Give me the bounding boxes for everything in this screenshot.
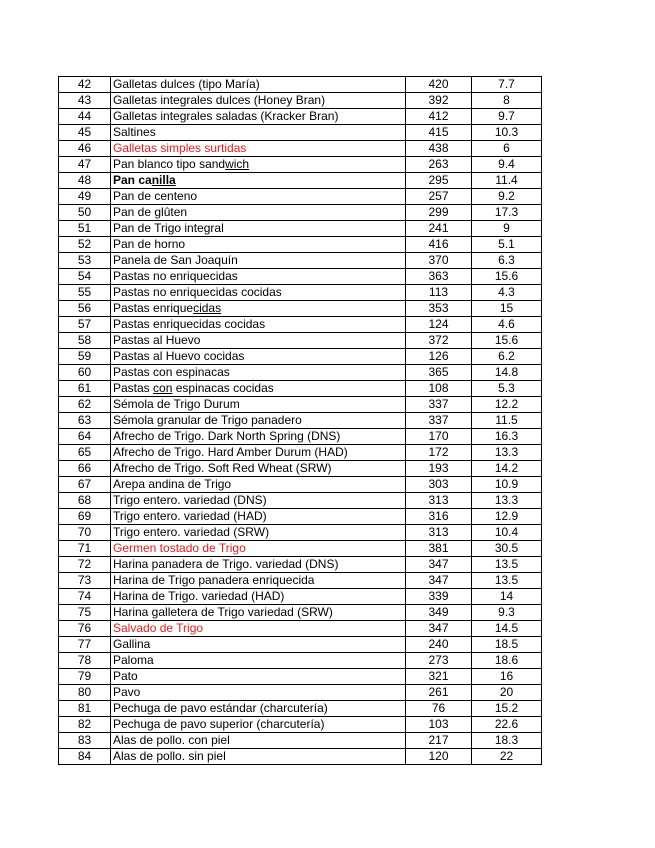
nutrient-value: 16 [472, 669, 542, 685]
row-number: 69 [59, 509, 111, 525]
row-number: 64 [59, 429, 111, 445]
row-number: 66 [59, 461, 111, 477]
table-row [59, 141, 542, 157]
nutrient-value: 5.3 [472, 381, 542, 397]
energy-value: 172 [406, 445, 472, 461]
food-name: Panela de San Joaquín [111, 253, 406, 269]
row-number: 62 [59, 397, 111, 413]
nutrient-value: 14.2 [472, 461, 542, 477]
row-number: 83 [59, 733, 111, 749]
energy-value: 295 [406, 173, 472, 189]
food-name: Saltines [111, 125, 406, 141]
row-number: 52 [59, 237, 111, 253]
food-table-body [59, 77, 542, 765]
food-name: Galletas integrales dulces (Honey Bran) [111, 93, 406, 109]
nutrient-value: 10.9 [472, 477, 542, 493]
nutrient-value: 10.3 [472, 125, 542, 141]
food-name: Pastas al Huevo cocidas [111, 349, 406, 365]
row-number: 72 [59, 557, 111, 573]
table-row [59, 653, 542, 669]
energy-value: 347 [406, 557, 472, 573]
food-name-part: wich [225, 157, 250, 171]
food-name-part: nilla [151, 173, 176, 187]
nutrient-value: 18.5 [472, 637, 542, 653]
table-row [59, 205, 542, 221]
nutrient-value: 6.3 [472, 253, 542, 269]
table-row [59, 717, 542, 733]
food-name-part: Pastas enrique [113, 301, 194, 315]
energy-value: 349 [406, 605, 472, 621]
food-name: Pato [111, 669, 406, 685]
table-row [59, 573, 542, 589]
table-row [59, 221, 542, 237]
row-number: 79 [59, 669, 111, 685]
table-row [59, 189, 542, 205]
food-name-part: cidas [193, 301, 222, 315]
row-number: 45 [59, 125, 111, 141]
food-name [111, 173, 406, 189]
nutrient-value: 7.7 [472, 77, 542, 93]
nutrient-value: 14.5 [472, 621, 542, 637]
table-row [59, 157, 542, 173]
energy-value: 76 [406, 701, 472, 717]
nutrient-value: 4.3 [472, 285, 542, 301]
food-name: Galletas integrales saladas (Kracker Bran) [111, 109, 406, 125]
nutrient-value: 9.3 [472, 605, 542, 621]
food-name: Germen tostado de Trigo [111, 541, 406, 557]
table-row [59, 461, 542, 477]
energy-value: 273 [406, 653, 472, 669]
food-name: Afrecho de Trigo. Hard Amber Durum (HAD) [111, 445, 406, 461]
row-number: 55 [59, 285, 111, 301]
food-name: Galletas dulces (tipo María) [111, 77, 406, 93]
row-number: 81 [59, 701, 111, 717]
row-number: 54 [59, 269, 111, 285]
nutrient-value: 12.9 [472, 509, 542, 525]
table-row [59, 525, 542, 541]
energy-value: 261 [406, 685, 472, 701]
nutrient-value: 15.2 [472, 701, 542, 717]
energy-value: 263 [406, 157, 472, 173]
food-name: Salvado de Trigo [111, 621, 406, 637]
energy-value: 120 [406, 749, 472, 765]
table-row [59, 637, 542, 653]
table-row [59, 301, 542, 317]
energy-value: 124 [406, 317, 472, 333]
nutrient-value: 14 [472, 589, 542, 605]
food-name: Alas de pollo. con piel [111, 733, 406, 749]
row-number: 47 [59, 157, 111, 173]
nutrient-value: 9 [472, 221, 542, 237]
nutrient-value: 22 [472, 749, 542, 765]
table-row [59, 93, 542, 109]
row-number: 65 [59, 445, 111, 461]
row-number: 70 [59, 525, 111, 541]
nutrient-value: 18.3 [472, 733, 542, 749]
food-name: Harina de Trigo panadera enriquecida [111, 573, 406, 589]
nutrient-value: 5.1 [472, 237, 542, 253]
row-number: 75 [59, 605, 111, 621]
food-name: Pavo [111, 685, 406, 701]
food-name: Alas de pollo. sin piel [111, 749, 406, 765]
table-row [59, 77, 542, 93]
food-name: Arepa andina de Trigo [111, 477, 406, 493]
energy-value: 337 [406, 397, 472, 413]
table-row [59, 253, 542, 269]
food-name [111, 157, 406, 173]
energy-value: 217 [406, 733, 472, 749]
energy-value: 321 [406, 669, 472, 685]
energy-value: 381 [406, 541, 472, 557]
row-number: 46 [59, 141, 111, 157]
table-row [59, 701, 542, 717]
nutrient-value: 22.6 [472, 717, 542, 733]
energy-value: 299 [406, 205, 472, 221]
food-name-part: Pastas [113, 381, 154, 395]
food-name: Gallina [111, 637, 406, 653]
food-name: Pastas enriquecidas cocidas [111, 317, 406, 333]
row-number: 71 [59, 541, 111, 557]
table-row [59, 349, 542, 365]
nutrient-value: 17.3 [472, 205, 542, 221]
table-row [59, 557, 542, 573]
row-number: 68 [59, 493, 111, 509]
table-row [59, 397, 542, 413]
energy-value: 353 [406, 301, 472, 317]
nutrient-value: 10.4 [472, 525, 542, 541]
row-number: 51 [59, 221, 111, 237]
table-row [59, 173, 542, 189]
row-number: 59 [59, 349, 111, 365]
table-row [59, 733, 542, 749]
energy-value: 337 [406, 413, 472, 429]
row-number: 56 [59, 301, 111, 317]
table-row [59, 317, 542, 333]
table-row [59, 589, 542, 605]
food-name-part: Pan blanco tipo sand [113, 157, 226, 171]
row-number: 76 [59, 621, 111, 637]
row-number: 61 [59, 381, 111, 397]
row-number: 42 [59, 77, 111, 93]
table-row [59, 413, 542, 429]
energy-value: 420 [406, 77, 472, 93]
row-number: 74 [59, 589, 111, 605]
food-name: Pan de glûten [111, 205, 406, 221]
energy-value: 412 [406, 109, 472, 125]
energy-value: 392 [406, 93, 472, 109]
energy-value: 363 [406, 269, 472, 285]
table-row [59, 493, 542, 509]
energy-value: 126 [406, 349, 472, 365]
table-row [59, 285, 542, 301]
energy-value: 313 [406, 493, 472, 509]
row-number: 78 [59, 653, 111, 669]
table-row [59, 749, 542, 765]
table-row [59, 477, 542, 493]
food-table [58, 76, 542, 765]
nutrient-value: 30.5 [472, 541, 542, 557]
table-row [59, 269, 542, 285]
nutrient-value: 9.4 [472, 157, 542, 173]
table-row [59, 605, 542, 621]
nutrient-value: 11.4 [472, 173, 542, 189]
nutrient-value: 4.6 [472, 317, 542, 333]
table-row [59, 109, 542, 125]
nutrient-value: 15 [472, 301, 542, 317]
table-row [59, 381, 542, 397]
nutrient-value: 12.2 [472, 397, 542, 413]
food-name: Harina de Trigo. variedad (HAD) [111, 589, 406, 605]
food-name: Pan de horno [111, 237, 406, 253]
energy-value: 113 [406, 285, 472, 301]
nutrient-value: 13.5 [472, 557, 542, 573]
food-name: Pastas no enriquecidas cocidas [111, 285, 406, 301]
nutrient-value: 9.2 [472, 189, 542, 205]
row-number: 48 [59, 173, 111, 189]
energy-value: 347 [406, 573, 472, 589]
nutrient-value: 18.6 [472, 653, 542, 669]
food-name [111, 301, 406, 317]
energy-value: 170 [406, 429, 472, 445]
row-number: 77 [59, 637, 111, 653]
row-number: 60 [59, 365, 111, 381]
energy-value: 372 [406, 333, 472, 349]
nutrient-value: 13.5 [472, 573, 542, 589]
food-name: Harina panadera de Trigo. variedad (DNS) [111, 557, 406, 573]
food-name: Galletas simples surtidas [111, 141, 406, 157]
food-name: Trigo entero. variedad (SRW) [111, 525, 406, 541]
table-row [59, 333, 542, 349]
food-name: Harina galletera de Trigo variedad (SRW) [111, 605, 406, 621]
row-number: 84 [59, 749, 111, 765]
food-name: Sémola granular de Trigo panadero [111, 413, 406, 429]
food-name: Sémola de Trigo Durum [111, 397, 406, 413]
row-number: 53 [59, 253, 111, 269]
table-row [59, 365, 542, 381]
food-name-part: con [153, 381, 173, 395]
food-name: Trigo entero. variedad (DNS) [111, 493, 406, 509]
energy-value: 257 [406, 189, 472, 205]
row-number: 63 [59, 413, 111, 429]
table-row [59, 509, 542, 525]
nutrient-value: 6.2 [472, 349, 542, 365]
energy-value: 339 [406, 589, 472, 605]
nutrient-value: 11.5 [472, 413, 542, 429]
food-name [111, 381, 406, 397]
food-name: Pastas al Huevo [111, 333, 406, 349]
row-number: 82 [59, 717, 111, 733]
energy-value: 103 [406, 717, 472, 733]
food-name: Pechuga de pavo superior (charcutería) [111, 717, 406, 733]
food-name: Pan de centeno [111, 189, 406, 205]
table-row [59, 669, 542, 685]
energy-value: 365 [406, 365, 472, 381]
nutrient-value: 15.6 [472, 269, 542, 285]
row-number: 67 [59, 477, 111, 493]
food-name-part: Pan ca [113, 173, 152, 187]
nutrient-value: 14.8 [472, 365, 542, 381]
row-number: 50 [59, 205, 111, 221]
energy-value: 370 [406, 253, 472, 269]
energy-value: 438 [406, 141, 472, 157]
row-number: 58 [59, 333, 111, 349]
energy-value: 313 [406, 525, 472, 541]
food-name-part: espinacas cocidas [172, 381, 274, 395]
food-name: Trigo entero. variedad (HAD) [111, 509, 406, 525]
table-row [59, 445, 542, 461]
nutrient-value: 16.3 [472, 429, 542, 445]
nutrient-value: 8 [472, 93, 542, 109]
table-row [59, 621, 542, 637]
row-number: 44 [59, 109, 111, 125]
nutrient-value: 13.3 [472, 493, 542, 509]
nutrient-value: 15.6 [472, 333, 542, 349]
food-name: Pastas no enriquecidas [111, 269, 406, 285]
table-row [59, 237, 542, 253]
nutrient-value: 13.3 [472, 445, 542, 461]
row-number: 80 [59, 685, 111, 701]
nutrient-value: 9.7 [472, 109, 542, 125]
food-name: Afrecho de Trigo. Soft Red Wheat (SRW) [111, 461, 406, 477]
energy-value: 240 [406, 637, 472, 653]
row-number: 43 [59, 93, 111, 109]
food-name: Pastas con espinacas [111, 365, 406, 381]
nutrient-value: 20 [472, 685, 542, 701]
energy-value: 347 [406, 621, 472, 637]
energy-value: 416 [406, 237, 472, 253]
table-row [59, 429, 542, 445]
nutrient-value: 6 [472, 141, 542, 157]
food-name: Pechuga de pavo estándar (charcutería) [111, 701, 406, 717]
table-row [59, 541, 542, 557]
energy-value: 108 [406, 381, 472, 397]
energy-value: 415 [406, 125, 472, 141]
row-number: 57 [59, 317, 111, 333]
food-name: Afrecho de Trigo. Dark North Spring (DNS) [111, 429, 406, 445]
energy-value: 241 [406, 221, 472, 237]
table-row [59, 125, 542, 141]
energy-value: 316 [406, 509, 472, 525]
food-name: Pan de Trigo integral [111, 221, 406, 237]
energy-value: 193 [406, 461, 472, 477]
energy-value: 303 [406, 477, 472, 493]
row-number: 73 [59, 573, 111, 589]
food-name: Paloma [111, 653, 406, 669]
table-row [59, 685, 542, 701]
row-number: 49 [59, 189, 111, 205]
